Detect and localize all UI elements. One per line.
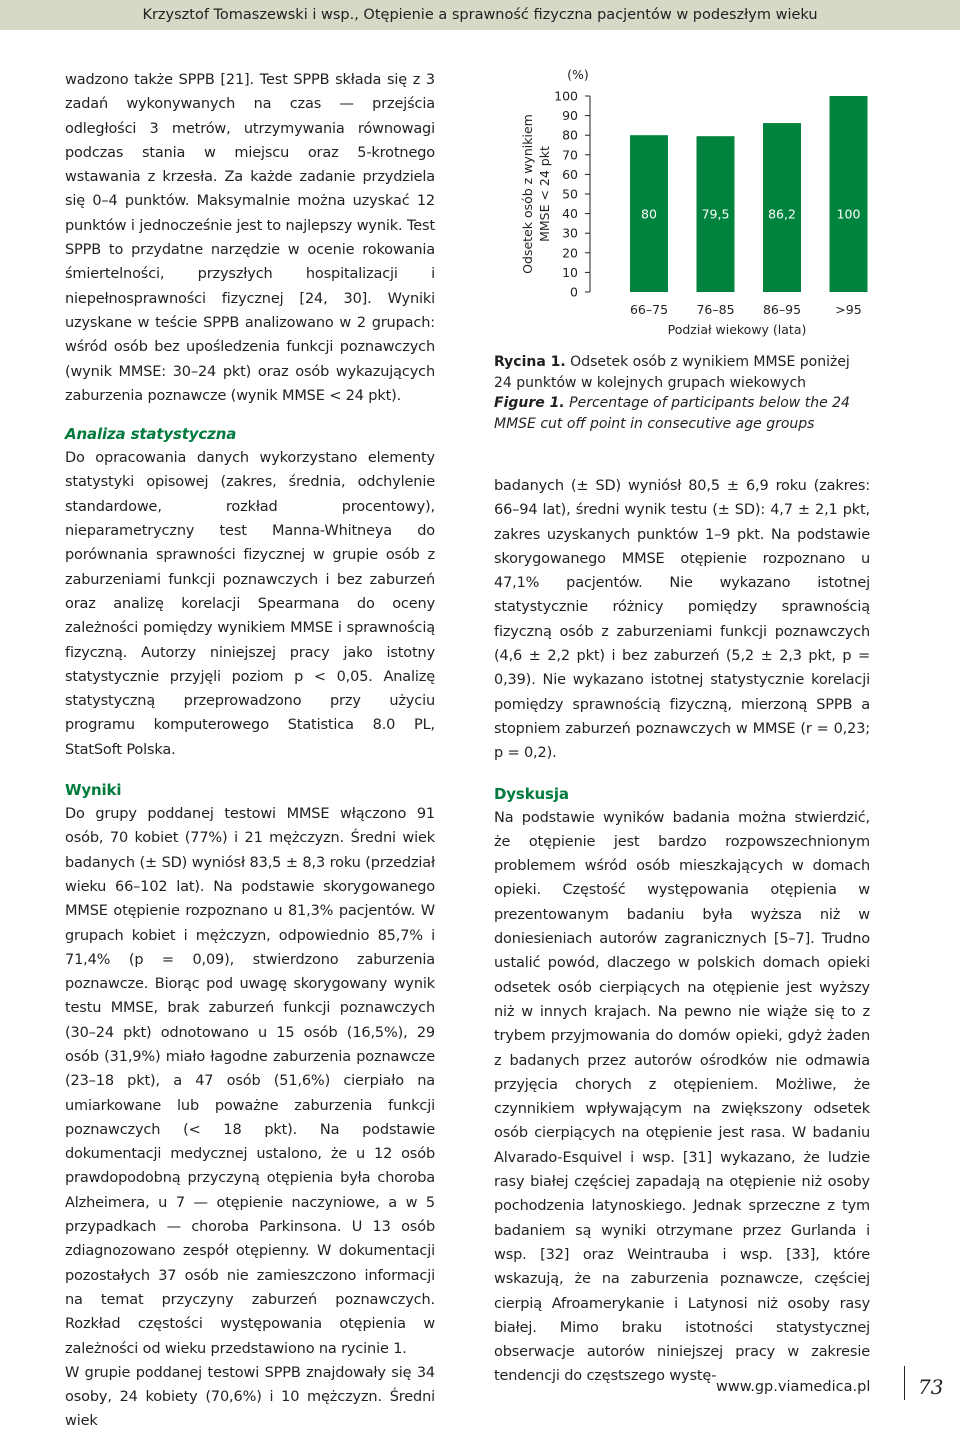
running-header: Krzysztof Tomaszewski i wsp., Otępienie a sprawność fizyczna pacjentów w podeszłym wieku	[0, 0, 960, 30]
bar-value-label: 100	[836, 206, 861, 222]
y-tick-label: 50	[562, 186, 578, 202]
journal-url[interactable]: www.gp.viamedica.pl	[716, 1379, 871, 1395]
y-tick-label: 80	[562, 127, 578, 143]
figure-caption	[494, 352, 870, 434]
caption-label-pl: Rycina 1.	[494, 354, 566, 370]
x-tick-label: 66–75	[629, 302, 669, 317]
y-tick-label: 40	[562, 206, 578, 222]
results-continued-paragraph: badanych (± SD) wyniósł 80,5 ± 6,9 roku (zakres: 66–94 lat), średni wynik testu (± SD): 4,7 ± 2,1 pkt, zakres uzyskanych punktów 1–9 pkt. Na podstawie skorygowanego MMSE otępienie rozpoznano u 47,1% pacjentów. Nie wykazano istotnej statystycznie różnicy pomiędzy sprawnością fizyczną osób z zaburzeniami funkcji poznawczych (4,6 ± 2,2 pkt) i bez zaburzeń (5,2 ± 2,3 pkt, p = 0,39). Nie wykazano istotnej statystycznie korelacji pomiędzy sprawnością fizyczną, mierzoną SPPB a stopniem zaburzeń poznawczych w MMSE (r = 0,23; p = 0,2).	[494, 478, 870, 762]
bar	[830, 96, 868, 292]
y-tick-label: 10	[562, 264, 578, 280]
x-tick-label: 86–95	[762, 302, 802, 317]
y-axis-title-line1: Odsetek osób z wynikiem	[520, 114, 535, 274]
caption-english	[494, 393, 870, 434]
analiza-paragraph: Do opracowania danych wykorzystano elementy statystyki opisowej (zakres, średnia, odchylenie standardowe, rozkład procentowy), nieparametryczny test Manna-Whitneya do porównania sprawności fizycznej w grupie osób z zaburzeniami funkcji poznawczych i bez zaburzeń oraz analizę korelacji Spearmana do oceny zależności pomiędzy wynikiem MMSE i sprawnością fizyczną. Autorzy niniejszej pracy jako istotny statystycznie przyjęli poziom p < 0,05. Analizę statystyczną przeprowadzono przy użyciu programu komputerowego Statistica 8.0 PL, StatSoft Polska.	[65, 450, 435, 758]
section-heading-dyskusja: Dyskusja	[494, 784, 569, 803]
y-tick-label: 0	[570, 284, 578, 300]
y-tick-label: 70	[562, 147, 578, 163]
y-tick-label: 30	[562, 225, 578, 241]
wyniki-paragraph-2: W grupie poddanej testowi SPPB znajdowały się 34 osoby, 24 kobiety (70,6%) i 10 mężczyzn. Średni wiek	[65, 1364, 435, 1430]
section-heading-analiza: Analiza statystyczna	[65, 425, 237, 444]
y-tick-label: 100	[554, 88, 578, 104]
x-tick-label: 76–85	[696, 302, 735, 317]
right-column	[494, 474, 870, 1389]
bar-value-label: 86,2	[768, 206, 796, 222]
bar-value-label: 79,5	[701, 206, 730, 222]
footer-divider	[904, 1366, 905, 1400]
caption-polish	[494, 352, 870, 393]
caption-label-en: Figure 1.	[494, 395, 565, 411]
bar-value-label: 80	[641, 206, 657, 222]
x-axis-title: Podział wiekowy (lata)	[667, 322, 807, 337]
y-unit-label: (%)	[567, 67, 589, 82]
page-number: 73	[918, 1375, 944, 1399]
wyniki-paragraph-1: Do grupy poddanej testowi MMSE włączono 91 osób, 70 kobiet (77%) i 21 mężczyzn. Średni wiek badanych (± SD) wyniósł 83,5 ± 8,3 roku (przedział wieku 66–102 lat). Na podstawie skorygowanego MMSE otępienie rozpoznano u 81,3% pacjentów. W grupach kobiet i mężczyzn, odpowiednio 85,7% i 71,4% (p = 0,09), stwierdzono zaburzenia poznawcze. Biorąc pod uwagę skorygowany wynik testu MMSE, brak zaburzeń funkcji poznawczych (30–24 pkt) odnotowano u 15 osób (16,5%), 29 osób (31,9%) miało łagodne zaburzenia poznawcze (23–18 pkt), a 47 osób (51,6%) cierpiało na umiarkowane lub poważne zaburzenia funkcji poznawczych (< 18 pkt). Na podstawie dokumentacji medycznej ustalono, że u 12 osób prawdopodobną przyczyną otępienia była choroba Alzheimera, u 7 — otępienie naczyniowe, a w 5 przypadkach — choroba Parkinsona. U 13 osób zdiagnozowano zespół otępienny. W dokumentacji pozostałych 37 osób nie zamieszczono informacji na temat przyczyny zaburzeń poznawczych. Rozkład częstości występowania otępienia w zależności od wieku przedstawiono na rycinie 1.	[65, 806, 435, 1357]
bar-chart	[494, 62, 874, 347]
dyskusja-paragraph: Na podstawie wyników badania można stwierdzić, że otępienie jest bardzo rozpowszechnionym problemem wśród osób mieszkających w domach opieki. Częstość występowania otępienia w prezentowanym badaniu była wyższa niż w doniesieniach autorów zagranicznych [5–7]. Trudno ustalić powód, dlaczego w polskich domach opieki odsetek osób cierpiących na otępienie jest wyższy niż w innych krajach. Na pewno nie wiąże się to z trybem przyjmowania do domów opieki, gdyż żaden z badanych przez autorów ośrodków nie odmawia przyjęcia chorych z otępieniem. Możliwe, że czynnikiem wpływającym na zwiększony odsetek osób cierpiących na otępienie jest rasa. W badaniu Alvarado-Esquivel i wsp. [31] wykazano, że ludzie rasy białej częściej zapadają na otępienie niż osoby pochodzenia latynoskiego. Jednak sprzeczne z tym badaniem są wyniki otrzymane przez Gurlanda i wsp. [32] oraz Weintrauba i wsp. [33], które wskazują, że na zaburzenia poznawcze, częściej cierpią Afroamerykanie i Latynosi niż osoby rasy białej. Mimo braku istotności statystycznej obserwacje autorów niniejszej pracy w zakresie tendencji do częstszego wystę-	[494, 809, 870, 1385]
y-tick-label: 20	[562, 245, 578, 261]
y-axis-title-line2: MMSE < 24 pkt	[537, 146, 552, 242]
section-heading-wyniki: Wyniki	[65, 781, 122, 800]
caption-text-pl: Odsetek osób z wynikiem MMSE poniżej 24 punktów w kolejnych grupach wiekowych	[494, 354, 850, 391]
figure-1	[494, 62, 874, 382]
left-column	[65, 68, 435, 1434]
x-tick-label: >95	[835, 302, 862, 317]
y-tick-label: 90	[562, 108, 578, 124]
caption-text-en: Percentage of participants below the 24 MMSE cut off point in consecutive age groups	[494, 395, 850, 432]
intro-paragraph: wadzono także SPPB [21]. Test SPPB składa się z 3 zadań wykonywanych na czas — przejścia odległości 3 metrów, utrzymywania równowagi podczas stania w miejscu oraz 5-krotnego wstawania z krzesła. Za każde zadanie przydziela się 0–4 punktów. Maksymalnie można uzyskać 12 punktów i jednocześnie jest to najlepszy wynik. Test SPPB to przydatne narzędzie w ocenie rokowania śmiertelności, przyszłych hospitalizacji i niepełnosprawności fizycznej [24, 30]. Wyniki uzyskane w teście SPPB analizowano w 2 grupach: wśród osób bez upośledzenia funkcji poznawczych (wynik MMSE: 30–24 pkt) oraz osób wykazujących zaburzenia poznawcze (wynik MMSE < 24 pkt).	[65, 72, 435, 404]
y-tick-label: 60	[562, 166, 578, 182]
